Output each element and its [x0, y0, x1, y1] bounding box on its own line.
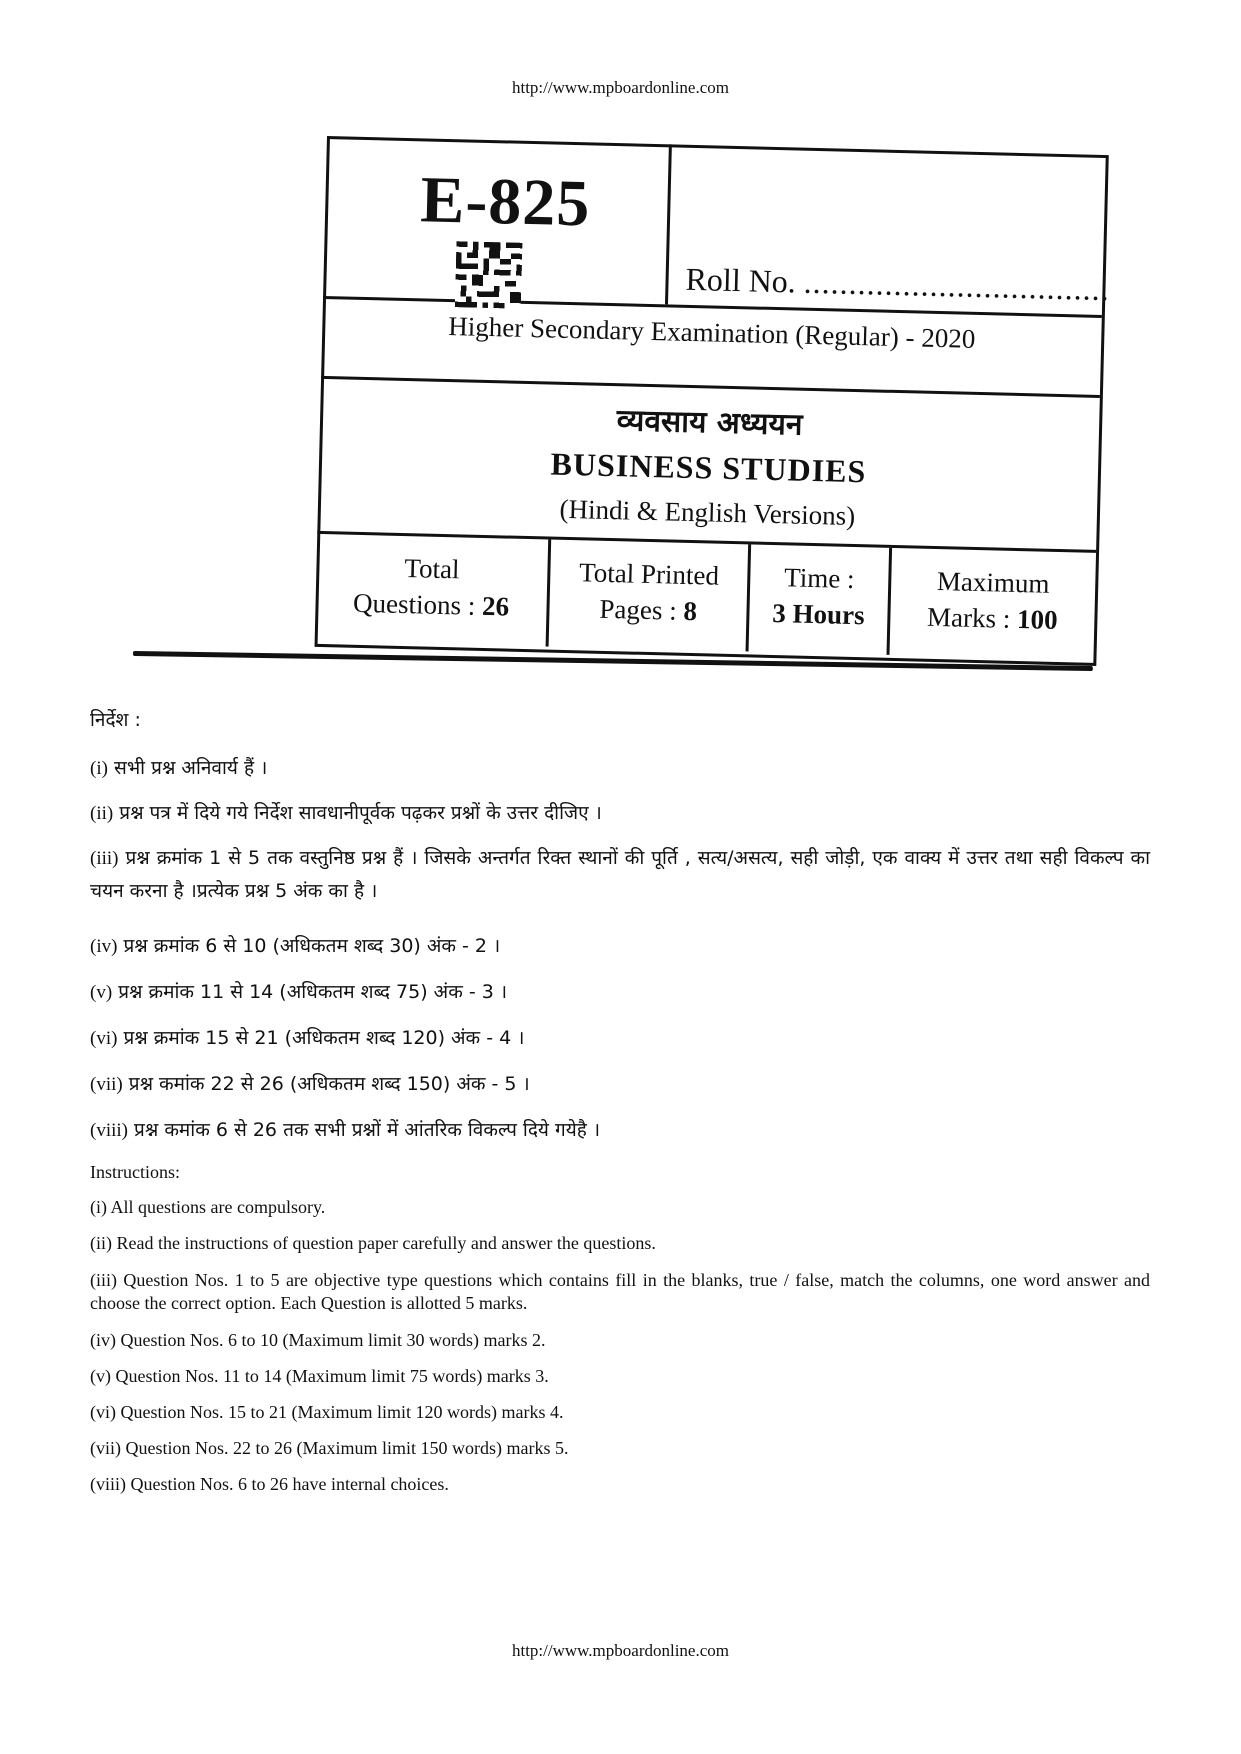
english-item: (iv) Question Nos. 6 to 10 (Maximum limit 30 words) marks 2.	[90, 1330, 546, 1350]
english-item: (i) All questions are compulsory.	[90, 1197, 326, 1217]
english-item: (vi) Question Nos. 15 to 21 (Maximum limit 120 words) marks 4.	[90, 1402, 564, 1422]
hindi-item: (viii) प्रश्न कमांक 6 से 26 तक सभी प्रश्नों में आंतरिक विकल्प दिये गयेहै ।	[90, 1119, 601, 1141]
time-value: 3 Hours	[772, 598, 866, 631]
maximum-marks-value: 100	[1016, 604, 1058, 635]
english-item: (viii) Question Nos. 6 to 26 have internal choices.	[90, 1474, 449, 1494]
exam-title: Higher Secondary Examination (Regular) - 2020	[447, 311, 976, 354]
versions-note: (Hindi & English Versions)	[559, 493, 856, 532]
hindi-item: (vii) प्रश्न कमांक 22 से 26 (अधिकतम शब्द 150) अंक - 5 ।	[90, 1073, 530, 1095]
maximum-marks-cell	[886, 548, 1096, 660]
total-questions-cell	[315, 534, 549, 647]
english-item: (iii) Question Nos. 1 to 5 are objective type questions which contains fill in the blanks, true / false, match the columns, one word answer and choose the correct option. Each Question is allotted 5 marks.	[90, 1270, 1150, 1313]
qr-code-icon	[455, 241, 523, 309]
cell-label: Questions :	[352, 587, 483, 621]
cell-label: Time :	[783, 562, 855, 595]
hindi-heading: निर्देश :	[90, 709, 141, 731]
total-pages-cell	[546, 540, 749, 652]
time-cell	[746, 544, 889, 654]
english-item: (v) Question Nos. 11 to 14 (Maximum limit 75 words) marks 3.	[90, 1366, 549, 1386]
cell-label: Marks :	[926, 601, 1018, 634]
paper-code: E-825	[419, 163, 592, 241]
hindi-item: (iii) प्रश्न क्रमांक 1 से 5 तक वस्तुनिष्ठ प्रश्न हैं । जिसके अन्तर्गत रिक्त स्थानों की पूर्ति , सत्य/असत्य, सही जोड़ी, एक वाक्य में उत्तर तथा सही विकल्प का चयन करना है ।प्रत्येक प्रश्न 5 अंक का है ।	[90, 847, 1150, 902]
exam-header-box	[315, 136, 1111, 665]
cell-label: Pages :	[599, 593, 684, 626]
subject-hindi: व्यवसाय अध्ययन	[616, 403, 803, 443]
cell-label: Total Printed	[578, 557, 720, 591]
english-item: (ii) Read the instructions of question paper carefully and answer the questions.	[90, 1233, 656, 1253]
subject-english: BUSINESS STUDIES	[550, 445, 867, 490]
english-heading: Instructions:	[90, 1162, 180, 1182]
roll-number-blank: ..................................	[803, 263, 1111, 308]
total-pages-value: 8	[683, 595, 698, 627]
hindi-item: (vi) प्रश्न क्रमांक 15 से 21 (अधिकतम शब्द 120) अंक - 4 ।	[90, 1027, 525, 1049]
total-questions-value: 26	[481, 590, 510, 622]
english-item: (vii) Question Nos. 22 to 26 (Maximum limit 150 words) marks 5.	[90, 1438, 569, 1458]
hindi-item: (v) प्रश्न क्रमांक 11 से 14 (अधिकतम शब्द 75) अंक - 3 ।	[90, 981, 508, 1003]
hindi-item: (iv) प्रश्न क्रमांक 6 से 10 (अधिकतम शब्द 30) अंक - 2 ।	[90, 935, 501, 957]
hindi-item: (ii) प्रश्न पत्र में दिये गये निर्देश सावधानीपूर्वक पढ़कर प्रश्नों के उत्तर दीजिए ।	[90, 802, 602, 824]
footer-url: http://www.mpboardonline.com	[511, 1641, 730, 1660]
cell-label: Maximum	[936, 566, 1050, 599]
hindi-item: (i) सभी प्रश्न अनिवार्य हैं ।	[90, 757, 268, 779]
header-url: http://www.mpboardonline.com	[511, 78, 730, 97]
cell-label: Total	[404, 553, 460, 585]
paper-info-row	[315, 534, 1096, 660]
roll-number-label: Roll No.	[685, 260, 797, 300]
